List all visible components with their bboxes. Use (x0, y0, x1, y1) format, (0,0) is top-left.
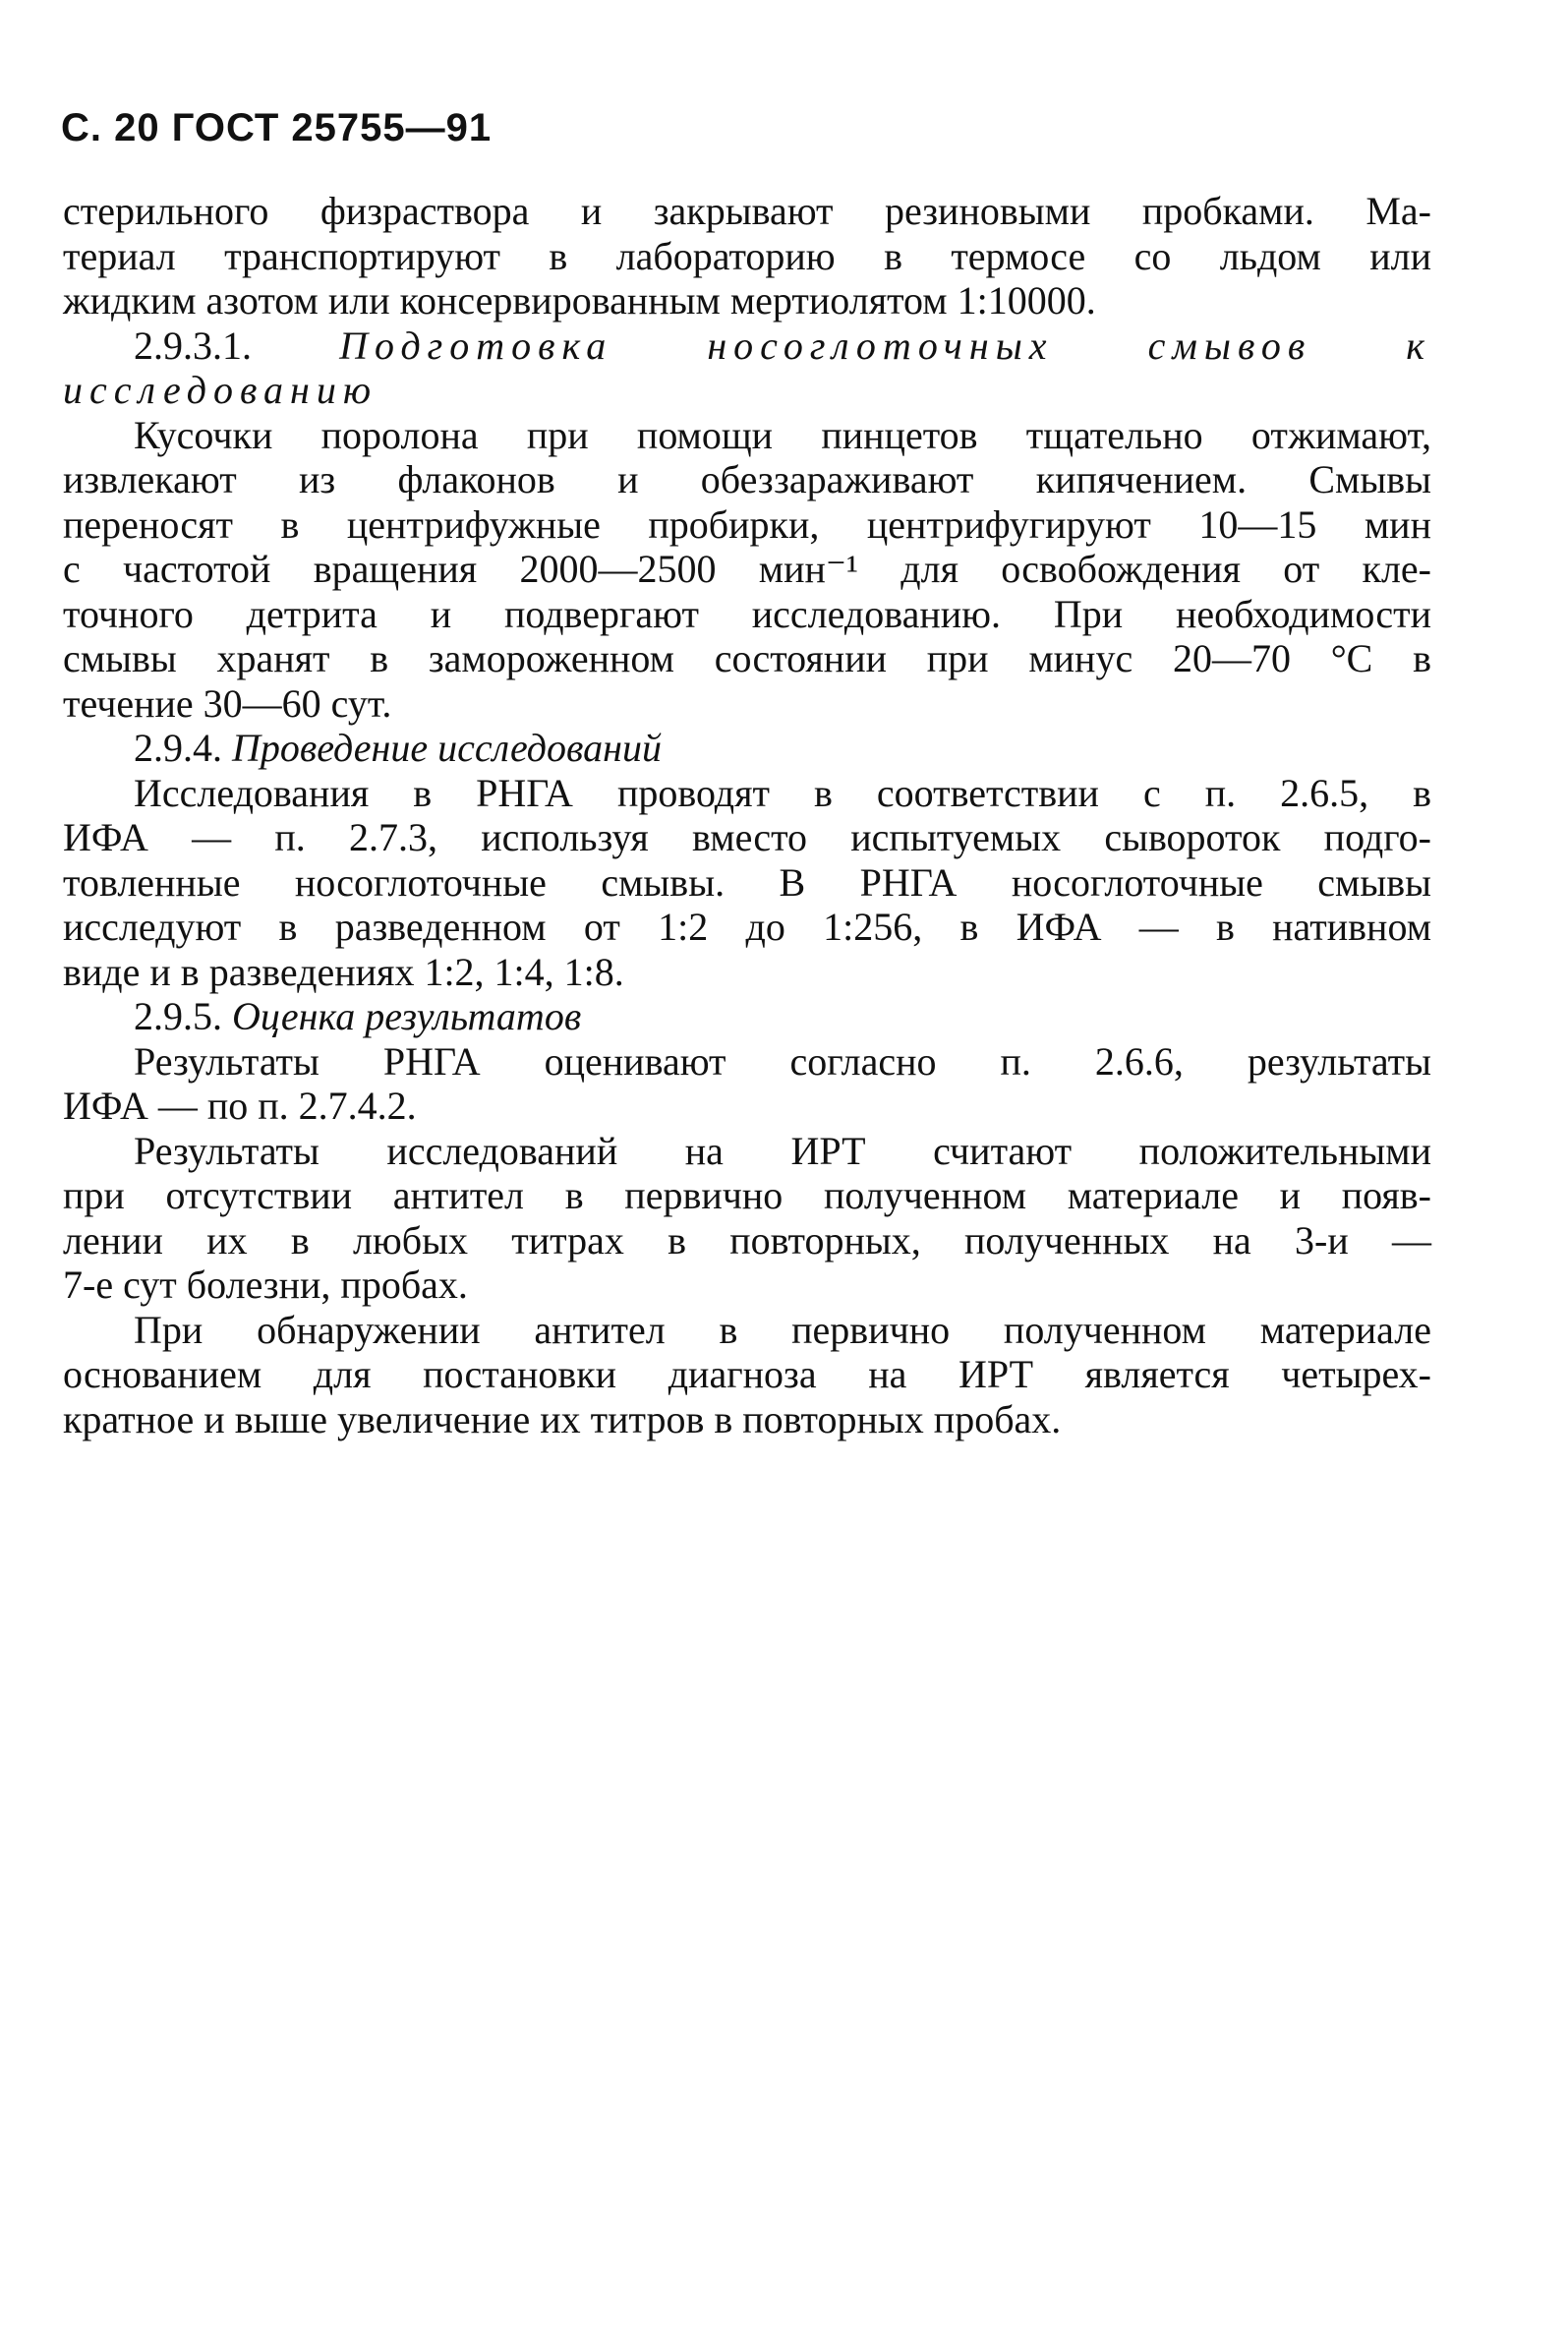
text-line: кратное и выше увеличение их титров в повторных пробах. (63, 1396, 1062, 1441)
section-title-continued: исследованию (63, 368, 378, 412)
text-line: смывы хранят в замороженном состоянии при минус 20—70 °С в (63, 636, 1431, 680)
text-line: виде и в разведениях 1:2, 1:4, 1:8. (63, 949, 624, 994)
text-line: жидким азотом или консервированным мертиолятом 1:10000. (63, 278, 1096, 323)
section-heading-line (63, 726, 1431, 771)
text-line: при отсутствии антител в первично полученном материале и появ- (63, 1173, 1431, 1217)
text-line: ИФА — по п. 2.7.4.2. (63, 1084, 417, 1128)
text-line: лении их в любых титрах в повторных, полученных на 3-и — (63, 1217, 1431, 1263)
section-heading-line (63, 323, 1431, 369)
section-number: 2.9.3.1. (134, 323, 252, 368)
text-line: При обнаружении антител в первично полученном материале (134, 1307, 1431, 1352)
document-body (63, 189, 1431, 1441)
section-2-9-3-1-heading (63, 323, 1431, 413)
section-title: Подготовка носоглоточных смывов к (339, 323, 1431, 368)
text-line: с частотой вращения 2000—2500 мин⁻¹ для освобождения от кле- (63, 547, 1431, 591)
section-2-9-4-heading (63, 726, 1431, 771)
text-line: точного детрита и подвергают исследованию. При необходимости (63, 591, 1431, 636)
section-2-9-5-heading (63, 994, 1431, 1039)
section-number: 2.9.5. (134, 994, 222, 1038)
text-line: Кусочки поролона при помощи пинцетов тщательно отжимают, (134, 412, 1431, 457)
text-line: Исследования в РНГА проводят в соответствии с п. 2.6.5, в (134, 770, 1431, 815)
text-line: 7-е сут болезни, пробах. (63, 1263, 468, 1307)
text-line: извлекают из флаконов и обеззараживают кипячением. Смывы (63, 457, 1431, 501)
text-line: исследуют в разведенном от 1:2 до 1:256, в ИФА — в нативном (63, 905, 1431, 949)
text-line: течение 30—60 сут. (63, 680, 392, 726)
text-line: стерильного физраствора и закрывают резиновыми пробками. Ма- (63, 189, 1431, 233)
section-number: 2.9.4. (134, 726, 222, 770)
text-line: переносят в центрифужные пробирки, центрифугируют 10—15 мин (63, 501, 1431, 547)
text-line: ИФА — п. 2.7.3, используя вместо испытуемых сывороток подго- (63, 815, 1431, 859)
paragraph-sterile-saline (63, 189, 1431, 323)
text-line: Результаты исследований на ИРТ считают положительными (134, 1128, 1431, 1173)
text-line: товленные носоглоточные смывы. В РНГА носоглоточные смывы (63, 859, 1431, 905)
text-line: Результаты РНГА оценивают согласно п. 2.6.6, результаты (134, 1038, 1431, 1084)
paragraph-results-irt (63, 1129, 1431, 1308)
paragraph-diagnosis-basis (63, 1308, 1431, 1442)
section-title: Проведение исследований (232, 726, 662, 770)
text-line: териал транспортируют в лабораторию в термосе со льдом или (63, 233, 1431, 278)
paragraph-results-rnga (63, 1039, 1431, 1129)
page-header: С. 20 ГОСТ 25755—91 (61, 106, 493, 149)
section-heading-line (63, 994, 1431, 1039)
paragraph-conducting-research (63, 771, 1431, 995)
text-line: основанием для постановки диагноза на ИРТ является четырех- (63, 1352, 1431, 1396)
paragraph-foam-processing (63, 413, 1431, 727)
section-title: Оценка результатов (232, 994, 582, 1038)
